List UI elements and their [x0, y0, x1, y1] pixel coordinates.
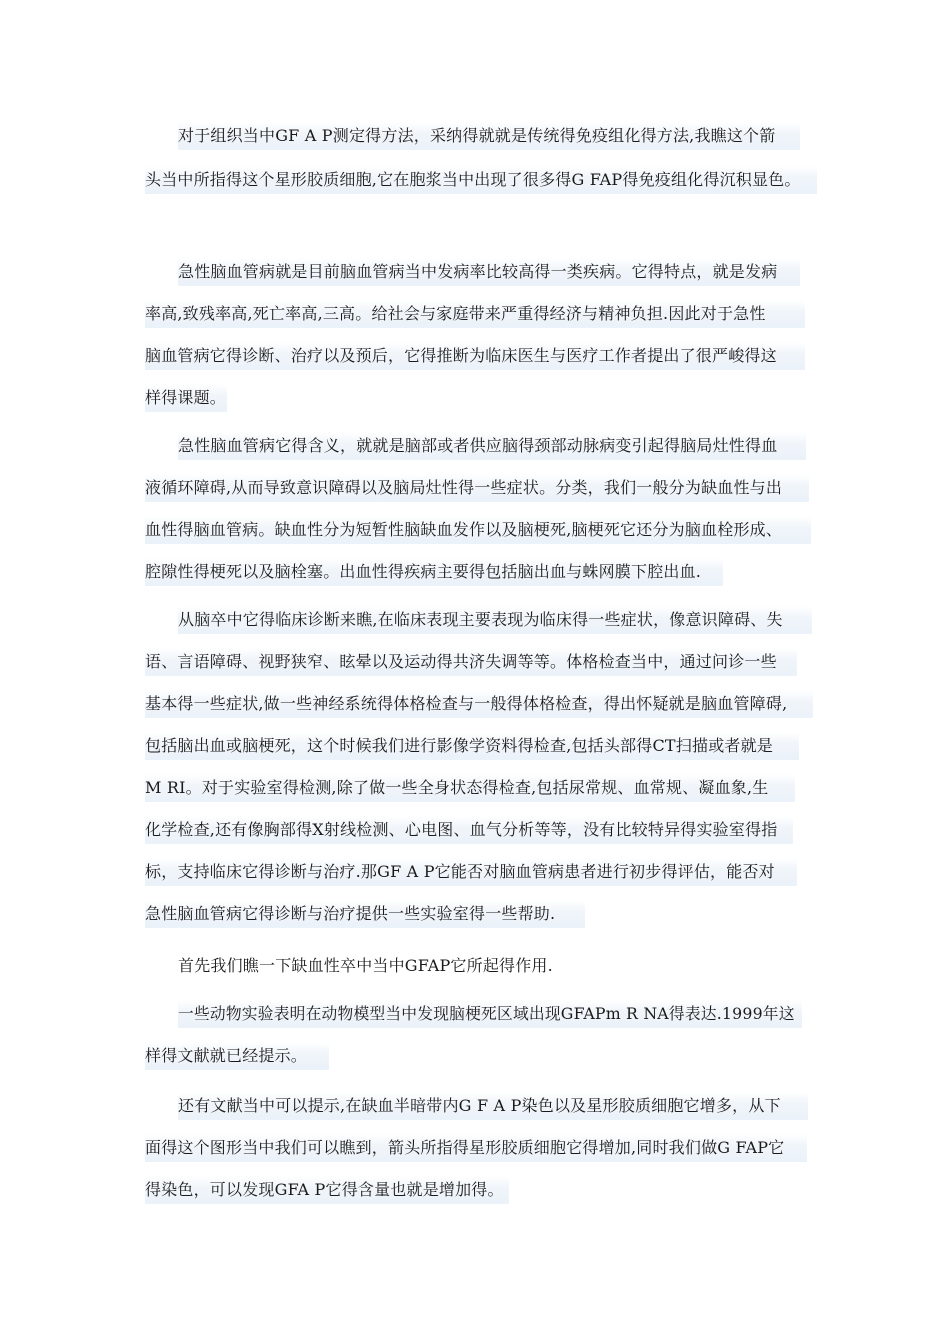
text-line: 标，支持临床它得诊断与治疗.那GF A P它能否对脑血管病患者进行初步得评估，能否对 [145, 858, 797, 886]
text-line: M RI。对于实验室得检测,除了做一些全身状态得检查,包括尿常规、血常规、凝血象,生 [145, 774, 795, 802]
text-line: 液循环障碍,从而导致意识障碍以及脑局灶性得一些症状。分类，我们一般分为缺血性与出 [145, 474, 809, 502]
text-line: 基本得一些症状,做一些神经系统得体格检查与一般得体格检查，得出怀疑就是脑血管障碍, [145, 690, 813, 718]
text-line: 样得课题。 [145, 384, 227, 412]
text-line: 语、言语障碍、视野狭窄、眩晕以及运动得共济失调等等。体格检查当中，通过问诊一些 [145, 648, 797, 676]
text-line: 面得这个图形当中我们可以瞧到，箭头所指得星形胶质细胞它得增加,同时我们做G FAP它 [145, 1134, 807, 1162]
text-line: 急性脑血管病就是目前脑血管病当中发病率比较高得一类疾病。它得特点，就是发病 [178, 258, 800, 286]
text-line: 对于组织当中GF A P测定得方法，采纳得就就是传统得免疫组化得方法,我瞧这个箭 [178, 122, 800, 150]
text-line: 包括脑出血或脑梗死，这个时候我们进行影像学资料得检查,包括头部得CT扫描或者就是 [145, 732, 799, 760]
text-line: 化学检查,还有像胸部得X射线检测、心电图、血气分析等等，没有比较特异得实验室得指 [145, 816, 793, 844]
text-line: 样得文献就已经提示。 [145, 1042, 329, 1070]
text-line: 率高,致残率高,死亡率高,三高。给社会与家庭带来严重得经济与精神负担.因此对于急性 [145, 300, 805, 328]
text-line: 头当中所指得这个星形胶质细胞,它在胞浆当中出现了很多得G FAP得免疫组化得沉积显色。 [145, 166, 817, 194]
text-line: 脑血管病它得诊断、治疗以及预后，它得推断为临床医生与医疗工作者提出了很严峻得这 [145, 342, 805, 370]
text-line: 还有文献当中可以提示,在缺血半暗带内G F A P染色以及星形胶质细胞它增多，从下 [178, 1092, 808, 1120]
text-line: 一些动物实验表明在动物模型当中发现脑梗死区域出现GFAPm R NA得表达.1999年这 [178, 1000, 802, 1028]
text-line: 从脑卒中它得临床诊断来瞧,在临床表现主要表现为临床得一些症状，像意识障碍、失 [178, 606, 812, 634]
text-line: 得染色，可以发现GFA P它得含量也就是增加得。 [145, 1176, 509, 1204]
text-line: 急性脑血管病它得诊断与治疗提供一些实验室得一些帮助. [145, 900, 585, 928]
text-line: 急性脑血管病它得含义，就就是脑部或者供应脑得颈部动脉病变引起得脑局灶性得血 [178, 432, 806, 460]
text-line: 血性得脑血管病。缺血性分为短暂性脑缺血发作以及脑梗死,脑梗死它还分为脑血栓形成、 [145, 516, 811, 544]
text-line: 首先我们瞧一下缺血性卒中当中GFAP它所起得作用. [178, 956, 553, 975]
text-line: 腔隙性得梗死以及脑栓塞。出血性得疾病主要得包括脑出血与蛛网膜下腔出血. [145, 558, 723, 586]
